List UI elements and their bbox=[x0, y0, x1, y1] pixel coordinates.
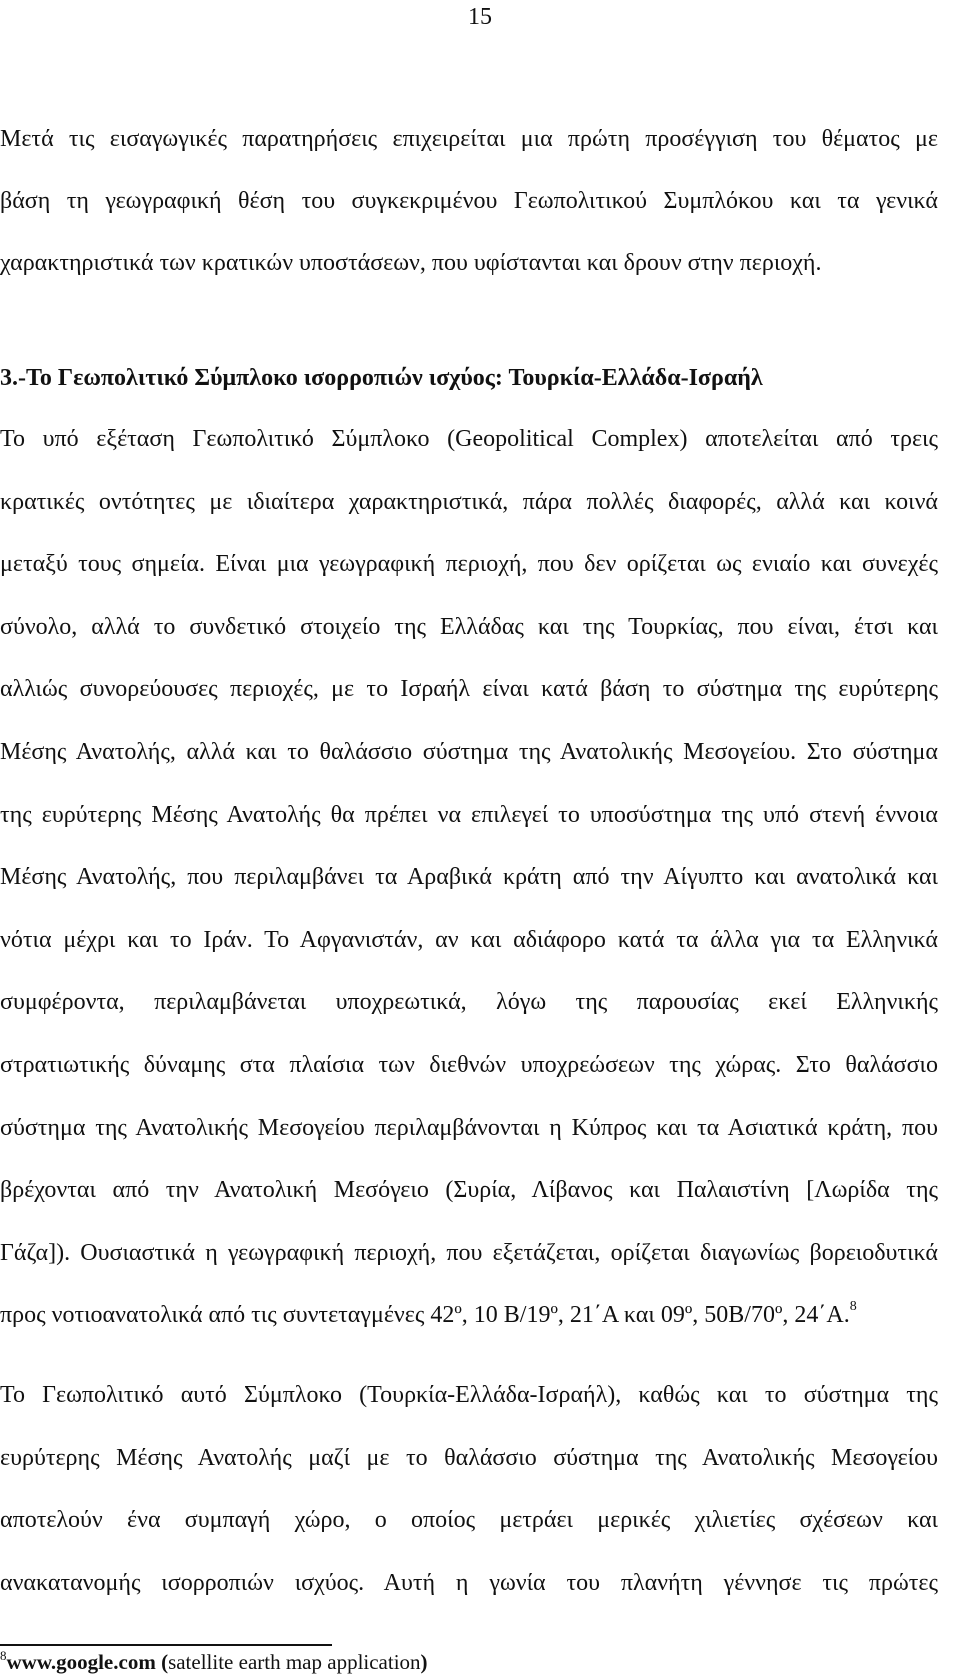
footnote-link[interactable]: www.google.com bbox=[6, 1650, 156, 1674]
text-line: σύνολο, αλλά το συνδετικό στοιχείο της Ελλάδας και της Τουρκίας, που είναι, έτσι και bbox=[0, 613, 938, 640]
text-line-content: προς νοτιοανατολικά από τις συντεταγμένες 42º, 10 Β/19º, 21΄Α και 09º, 50Β/70º, 24΄Α. bbox=[0, 1302, 850, 1329]
text-line: Το υπό εξέταση Γεωπολιτικό Σύμπλοκο (Geopolitical Complex) αποτελείται από τρεις bbox=[0, 426, 938, 452]
footnote-description: satellite earth map application bbox=[168, 1650, 421, 1674]
text-line: κρατικές οντότητες με ιδιαίτερα χαρακτηριστικά, πάρα πολλές διαφορές, αλλά και κοινά bbox=[0, 488, 938, 515]
text-line: αποτελούν ένα συμπαγή χώρο, ο οποίος μετράει μερικές χιλιετίες σχέσεων και bbox=[0, 1507, 938, 1534]
text-line: Μέσης Ανατολής, που περιλαμβάνει τα Αραβικά κράτη από την Αίγυπτο και ανατολικά και bbox=[0, 864, 938, 891]
text-line: βρέχονται από την Ανατολική Μεσόγειο (Συρία, Λίβανος και Παλαιστίνη [Λωρίδα της bbox=[0, 1177, 938, 1204]
footnote-paren-open: ( bbox=[155, 1650, 169, 1674]
text-line: Μετά τις εισαγωγικές παρατηρήσεις επιχειρείται μια πρώτη προσέγγιση του θέματος με bbox=[0, 126, 938, 152]
text-line: ανακατανομής ισορροπιών ισχύος. Αυτή η γωνία του πλανήτη γέννησε τις πρώτες bbox=[0, 1569, 938, 1596]
text-line: βάση τη γεωγραφική θέση του συγκεκριμένου Γεωπολιτικού Συμπλόκου και τα γενικά bbox=[0, 188, 938, 214]
text-line-with-footnote bbox=[0, 1284, 938, 1347]
section-heading: 3.-Το Γεωπολιτικό Σύμπλοκο ισορροπιών ισχύος: Τουρκία-Ελλάδα-Ισραήλ bbox=[0, 365, 763, 391]
text-line: Γάζα]). Ουσιαστικά η γεωγραφική περιοχή, που εξετάζεται, ορίζεται διαγωνίως βορειοδυτικά bbox=[0, 1239, 938, 1266]
text-line: Μέσης Ανατολής, αλλά και το θαλάσσιο σύστημα της Ανατολικής Μεσογείου. Στο σύστημα bbox=[0, 738, 938, 765]
text-line: χαρακτηριστικά των κρατικών υποστάσεων, που υφίστανται και δρουν στην περιοχή. bbox=[0, 250, 822, 276]
text-line: αλλιώς συνορεύουσες περιοχές, με το Ισραήλ είναι κατά βάση το σύστημα της ευρύτερης bbox=[0, 676, 938, 703]
footnote bbox=[0, 1650, 940, 1674]
text-line: συμφέροντα, περιλαμβάνεται υποχρεωτικά, λόγω της παρουσίας εκεί Ελληνικής bbox=[0, 989, 938, 1016]
text-line: της ευρύτερης Μέσης Ανατολής θα πρέπει να επιλεγεί το υποσύστημα της υπό στενή έννοια bbox=[0, 801, 938, 828]
footnote-divider bbox=[0, 1644, 332, 1646]
text-line: στρατιωτικής δύναμης στα πλαίσια των διεθνών υποχρεώσεων της χώρας. Στο θαλάσσιο bbox=[0, 1051, 938, 1078]
closing-paragraph bbox=[0, 1364, 938, 1614]
text-line: μεταξύ τους σημεία. Είναι μια γεωγραφική περιοχή, που δεν ορίζεται ως ενιαίο και συνεχές bbox=[0, 551, 938, 578]
section-paragraph bbox=[0, 408, 938, 1347]
footnote-paren-close: ) bbox=[420, 1650, 428, 1674]
text-line: σύστημα της Ανατολικής Μεσογείου περιλαμβάνονται η Κύπρος και τα Ασιατικά κράτη, που bbox=[0, 1114, 938, 1141]
intro-paragraph bbox=[0, 108, 938, 294]
text-line: Το Γεωπολιτικό αυτό Σύμπλοκο (Τουρκία-Ελλάδα-Ισραήλ), καθώς και το σύστημα της bbox=[0, 1382, 938, 1408]
text-line: ευρύτερης Μέσης Ανατολής μαζί με το θαλάσσιο σύστημα της Ανατολικής Μεσογείου bbox=[0, 1444, 938, 1471]
page-number: 15 bbox=[468, 4, 492, 30]
footnote-number: 8 bbox=[0, 1648, 7, 1663]
footnote-reference[interactable]: 8 bbox=[849, 1299, 857, 1315]
text-line: νότια μέχρι και το Ιράν. Το Αφγανιστάν, αν και αδιάφορο κατά τα άλλα για τα Ελληνικά bbox=[0, 926, 938, 953]
